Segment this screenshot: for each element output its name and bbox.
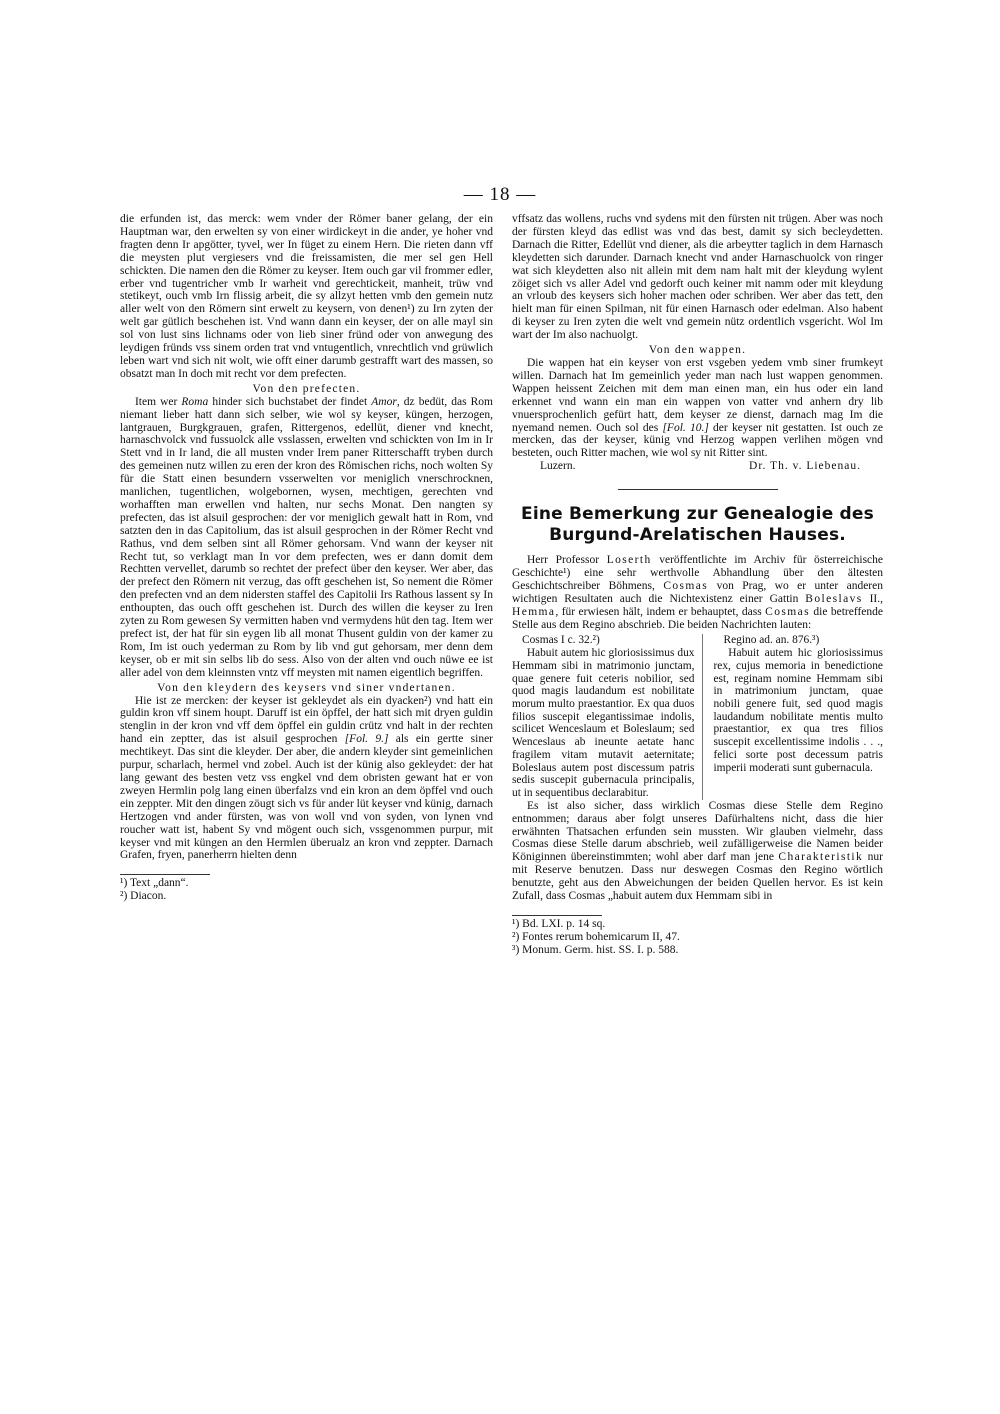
signature — [512, 460, 883, 473]
latin-comparison — [512, 634, 883, 800]
footnote: ³) Monum. Germ. hist. SS. I. p. 588. — [512, 943, 679, 956]
cosmas-quote-title: Cosmas I c. 32.²) — [522, 633, 600, 646]
heading-wappen: Von den wappen. — [648, 344, 747, 357]
left-footnotes — [120, 874, 210, 903]
signature-author: Dr. Th. v. Liebenau. — [749, 460, 861, 473]
right-paragraph-4: Es ist also sicher, dass wirklich Cosmas diese Stelle dem Regino entnommen; daraus aber folgt unseres Dafürhaltens nicht, dass die hier erwähnten Thatsachen erfunden sein mussten. Wir glauben vielmehr, dass Cosmas diese Stelle darum abschrieb, weil zufälligerweise die Namen beider Königinnen übereinstimmten; wohl aber darf man jene Charakteristik nur mit Reserve benutzen. Dass nur deswegen Cosmas den Regino wörtlich benutzte, geht aus den Abweichungen der beiden Quellen hervor. Es ist kein Zufall, dass Cosmas „habuit autem dux Hemmam sibi in — [512, 799, 883, 903]
left-paragraph-3: Hie ist ze mercken: der keyser ist gekleydet als ein dyacken²) vnd hatt ein guldin kron vff sinem houpt. Daruff ist ein öpffel, der hatt sich mit dryen guldin stenglin in der kron vnd vff dem öpffel ein guldin crütz vnd halt in der rechten hand ein zeptter, das ist alsuil gesprochen [Fol. 9.] als ein gertte siner mechtikeyt. Das sint die kleyder. Der aber, die andern kleyder sint gemeinlichen purpur, scharlach, hermel vnd zobel. Auch ist der künig also gekleydet: der hat lang gewant des besten vetz vss engkel vnd dem obristen gewant hat er von zweyen Hermlin polg lang einen überfalzs vnd ein kron an dem öpffel vnd ouch ein zeppter. Mit den dingen zöugt sich vs für ander lüt keyser vnd künig, darnach Hertzogen vnd ander fürsten, was von woll vnd von syden, von lynen vnd roucher watt ist, habent Sy vnd mögent ouch sich, vssgenommen purpur, mit keyser vnd mit küngen an den Hermlen überualz an kron vnd zeppter. Darnach Grafen, fryen, panerherrn hielten denn — [120, 694, 494, 862]
cosmas-quote — [512, 634, 703, 800]
article-title: Eine Bemerkung zur Genealogie des Burgund-Arelatischen Hauses. — [521, 504, 874, 546]
left-paragraph-2: Item wer Roma hinder sich buchstabet der findet Amor, dz bedüt, das Rom niemant lieber hatt dann sich selber, wie wol sy keyser, küngen, herzogen, lantgrauen, Burgkgrauen, grafen, Rittergenos, edellüt, diener vnd knecht, harnaschvolck vnd fussuolck alle vsslassen, erwelten vnd schickten von Im in Ir Stett vnd in Ir land, die all musten vnder Irem paner Ritterschafft tryben durch des gemeinen nutz willen zu eren der kron des Römischen richs, noch wolten Sy für die Statt einen besundern vsserwelten vor meniglich vnerschrocknen, manlichen, tugentlichen, wolgebornen, wysen, mechtigen, gerechten vnd worhafften man erwellen vnd halten, nur sechs Monat. Den nangten sy prefecten, das ist alsuil gesprochen: der vor meniglich gewalt hatt in Rom, vnd satzten den in das Capitolium, das ist alsuil gesprochen in der Römer Recht vnd Rathus, vnd dem selben sint all Römer gehorsam. Vnd wann der keyser nit Recht tut, so verklagt man In vor dem prefecten, wes er dann domit dem Rechtten vervellet, darumb so rechtet der prefect über den keyser. Wer aber, das der prefect den Römern nit verzug, das offt geschehen ist, So nement die Römer den prefecten vnd an dem nidersten staffel des Capitolii Irs Rathous lassent sy In enthoupten, das ouch offt geschehen ist. Durch des willen die keyser zu Iren zyten zu Rom gewesen Sy vermitten haben vnd vermydens hüt den tag. Item wer prefect ist, der hat für sin eygen lib all monat Thusent guldin von der kamer zu Rom, Im ist ouch yederman zu Rom by lib vnd gut gehorsam, mer denn dem keyser, ob er mit sin selbs lib do sess. Also von der alten vnd ouch nüwe ee ist aller adel von dem kleinnsten vntz vff meysten mit namen eigentlich begriffen. — [120, 395, 494, 679]
right-column — [512, 213, 883, 957]
footnote: ¹) Bd. LXI. p. 14 sq. — [512, 917, 606, 930]
left-paragraph-1: die erfunden ist, das merck: wem vnder der Römer baner gelang, der ein Hauptman war, den erwelten sy von einer wirdickeyt in die ander, ye hoher vnd fragten denn Ir apgötter, tyvel, wer In füget zu einem Hern. Die rieten dann vff die meysten plut vergiesers vnd die freissamisten, die mer sel gen Hell schickten. Die namen den die Römer zu keyser. Item ouch gar vil frommer edler, erber vnd tugentricher vmb Ir warheit vnd gerechtickeit, manheit, trüw vnd stetikeyt, ouch vmb Irn flissig arbeit, die sy allzyt hetten vmb den gemein nutz aller welt von den Römern sint erwelt zu keysern, von denen¹) zu Irn zyten der welt gar gütlich beschehen ist. Vnd wann dann ein keyser, der on alle mayl sin sol von lust sins lichnams oder von lieb siner fründ oder von anwegung des leydigen fründs vss sinem orden trat vnd vntugentlich, vnrechtlich vnd grüwlich leben wart vnd sich nit wolt, wie offt einer darumb gestrafft wart des massen, so obsatzt man In doch mit recht vor dem prefecten. — [120, 213, 493, 380]
right-footnotes — [512, 915, 680, 957]
footnote: ¹) Text „dann“. — [120, 877, 189, 890]
regino-quote — [703, 634, 883, 800]
heading-kleydern: Von den kleydern des keysers vnd siner vndertanen. — [157, 681, 456, 694]
page-number: — 18 — — [463, 184, 537, 205]
regino-quote-text: Habuit autem hic gloriosissimus rex, cujus memoria in benedictione est, reginam nomine Hemmam sibi in matrimonium junctam, quae nobili genere fuit, sed quod magis laudandum nobilitate mentis multo praestantior, ex qua tres filios suscepit excellentissime indolis . . ., felici sorte post decessum patris imperii moderati sunt gubernacula. — [713, 647, 883, 774]
right-paragraph-2: Die wappen hat ein keyser von erst vsgeben yedem vmb siner frumkeyt willen. Darnach hat Im gemeinlich yeder man nach lust wappen genommen. Wappen heissent Zeichen mit dem man einen man, ein hus oder ein land erkennet vnd wann ein man ein wappen von vatter vnd anhern dry lib vnuersprochenlich gefürt hatt, dem keyser ze dienst, darnach mag Im die nyemand nemen. Ouch sol des [Fol. 10.] der keyser nit gestatten. Ist ouch ze mercken, das der keyser, künig vnd Herzog wappen verlihen mögen vnd besteten, ouch Ritter machen, wie wol sy nit Ritter sint. — [512, 356, 883, 460]
heading-prefecten: Von den prefecten. — [252, 382, 361, 395]
footnote: ²) Fontes rerum bohemicarum II, 47. — [512, 930, 680, 943]
right-paragraph-1: vffsatz das wollens, ruchs vnd sydens mit den fürsten nit trügen. Aber was noch der fürsten kleyd das edlist was vnd das best, damit sy sich becleydetten. Darnach die Ritter, Edellüt vnd diener, als die arbeytter taglich in dem Harnasch kleydetten sich darunder. Darnach knecht vnd ander Harnaschuolck von ringer wat sich kleydetten also nit allein mit dem nam halt mit der kleydung wylent zöiget sich vs aller Adel vnd gedorft ouch keiner mit namm oder mit kleydung an vrloub des keysers sich hoher machen oder schriben. Wer aber das tett, den hielt man für einen Spilman, nit für einen Harnasch oder edelman. Also habent di keyser zu Iren zyten die welt vnd gemein nütz ordentlich vsgericht. Wol Im wart der Im also nachuolgt. — [512, 213, 883, 342]
footnote: ²) Diacon. — [120, 890, 167, 903]
signature-place: Luzern. — [540, 460, 576, 473]
regino-quote-title: Regino ad. an. 876.³) — [723, 633, 820, 646]
cosmas-quote-text: Habuit autem hic gloriosissimus dux Hemmam sibi in matrimonio junctam, quae genere fuit ceteris nobilior, sed quod magis laudandum est nobilitate morum multo praestantior. Ex qua duos filios suscepit elegantissimae indolis, scilicet Wenceslaum et Boleslaum; sed Wenceslaus ab ineunte aetate hanc fragilem vitam mutavit aeternitate; Boleslaus autem post discessum patris sedis suscepit gubernacula principalis, ut in sequentibus declarabitur. — [512, 647, 695, 799]
section-divider — [618, 489, 778, 490]
right-paragraph-3: Herr Professor Loserth veröffentlichte im Archiv für österreichische Geschichte¹) eine sehr werthvolle Abhandlung über den ältesten Geschichtschreiber Böhmens, Cosmas von Prag, wo er unter anderen wichtigen Resultaten auch die Nichtexistenz einer Gattin Boleslavs II., Hemma, für erwiesen hält, indem er behauptet, dass Cosmas die betreffende Stelle aus dem Regino abschrieb. Die beiden Nachrichten lauten: — [512, 554, 883, 631]
left-column — [120, 213, 493, 903]
